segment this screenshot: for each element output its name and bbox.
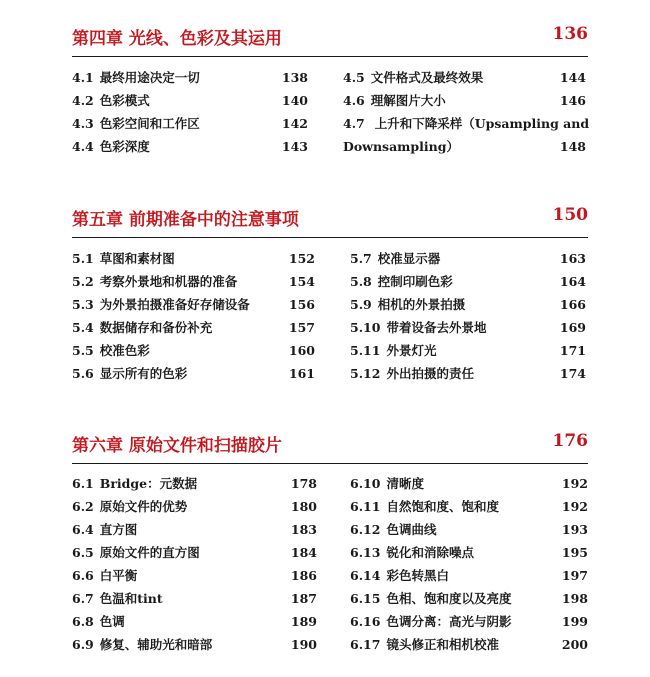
entry-title: 最终用途决定一切: [99, 70, 200, 85]
toc-entry[interactable]: [350, 541, 588, 564]
entry-page: 146: [559, 93, 586, 108]
entry-page: 184: [290, 545, 317, 560]
chapter-6-header: [72, 431, 588, 457]
entry-page: 160: [288, 343, 315, 358]
entry-page: 156: [288, 297, 315, 312]
toc-entry[interactable]: [350, 587, 588, 610]
entry-title: 色调曲线: [386, 522, 437, 537]
entry-title: 数据储存和备份补充: [99, 320, 213, 335]
entry-number: 5.3: [72, 297, 94, 312]
entry-number: 6.4: [72, 522, 94, 537]
entry-number: 4.2: [72, 93, 94, 108]
toc-entry[interactable]: [72, 587, 317, 610]
entry-title: 自然饱和度、饱和度: [386, 499, 499, 514]
entry-number: 5.1: [72, 251, 94, 266]
entry-title: 色彩模式: [99, 93, 150, 108]
toc-entry[interactable]: [72, 518, 317, 541]
toc-entry[interactable]: [343, 112, 590, 158]
entry-page: 154: [288, 274, 315, 289]
entry-title: 文件格式及最终效果: [370, 70, 484, 85]
entry-number: 4.6: [343, 93, 365, 108]
entry-page: 189: [290, 614, 317, 629]
entry-number: 6.17: [350, 637, 381, 652]
entry-page: 190: [290, 637, 317, 652]
toc-entry[interactable]: [72, 564, 317, 587]
toc-entry[interactable]: [72, 316, 315, 339]
entry-number: 6.1: [72, 476, 94, 491]
entry-number: 6.13: [350, 545, 381, 560]
entry-title: 清晰度: [386, 476, 424, 491]
entry-title: 色温和tint: [99, 591, 163, 606]
entry-title: 为外景拍摄准备好存储设备: [99, 297, 250, 312]
entry-number: 5.2: [72, 274, 94, 289]
chapter-divider: [72, 463, 588, 464]
entry-number: 6.15: [350, 591, 381, 606]
chapter-5-header: [72, 205, 588, 231]
toc-entry[interactable]: [72, 112, 308, 135]
entry-page: 178: [290, 476, 317, 491]
entry-title: Bridge：元数据: [99, 476, 198, 491]
entry-number: 4.7: [343, 116, 365, 131]
entry-page: 169: [559, 320, 586, 335]
entry-title: 色调分离：高光与阴影: [386, 614, 512, 629]
chapter-5-left-column: [72, 247, 315, 385]
entry-page: 200: [561, 637, 588, 652]
entry-title: 上升和下降采样（Upsampling and: [374, 116, 590, 131]
entry-number: 6.7: [72, 591, 94, 606]
entry-number: 5.7: [350, 251, 372, 266]
entry-title: 草图和素材图: [99, 251, 175, 266]
entry-page: 163: [559, 251, 586, 266]
entry-page: 142: [281, 116, 308, 131]
chapter-page: 136: [552, 24, 588, 44]
entry-title: 色相、饱和度以及亮度: [386, 591, 512, 606]
toc-entry[interactable]: [72, 472, 317, 495]
entry-title: 彩色转黑白: [386, 568, 449, 583]
entry-title: 原始文件的优势: [99, 499, 188, 514]
entry-page: 157: [288, 320, 315, 335]
chapter-divider: [72, 56, 588, 57]
entry-number: 5.8: [350, 274, 372, 289]
entry-title-line2: Downsampling）: [343, 139, 459, 154]
toc-entry[interactable]: [72, 293, 315, 316]
entry-number: 6.2: [72, 499, 94, 514]
entry-title: 锐化和消除噪点: [386, 545, 474, 560]
chapter-divider: [72, 237, 588, 238]
entry-title-line1: [343, 112, 590, 135]
toc-entry[interactable]: [350, 495, 588, 518]
chapter-title: 第四章 光线、色彩及其运用: [72, 29, 282, 49]
toc-entry[interactable]: [72, 66, 308, 89]
entry-number: 6.16: [350, 614, 381, 629]
toc-entry[interactable]: [72, 270, 315, 293]
entry-page: 198: [561, 591, 588, 606]
entry-number: 5.4: [72, 320, 94, 335]
entry-page: 192: [561, 476, 588, 491]
entry-page: 171: [559, 343, 586, 358]
entry-title: 色调: [99, 614, 125, 629]
toc-entry[interactable]: [350, 633, 588, 656]
entry-number: 5.6: [72, 366, 94, 381]
chapter-4-header: [72, 24, 588, 50]
entry-title: 理解图片大小: [370, 93, 446, 108]
entry-title: 校准色彩: [99, 343, 150, 358]
entry-title: 外景灯光: [386, 343, 437, 358]
toc-entry[interactable]: [72, 135, 308, 158]
toc-entry[interactable]: [72, 633, 317, 656]
toc-entry[interactable]: [72, 541, 317, 564]
entry-number: 4.5: [343, 70, 365, 85]
entry-page: 152: [288, 251, 315, 266]
entry-number: 5.12: [350, 366, 381, 381]
entry-number: 5.5: [72, 343, 94, 358]
entry-title: 镜头修正和相机校准: [386, 637, 499, 652]
entry-page: 199: [561, 614, 588, 629]
entry-title: 带着设备去外景地: [386, 320, 487, 335]
toc-entry[interactable]: [72, 339, 315, 362]
chapter-4-right-column: [343, 66, 590, 158]
toc-entry[interactable]: [72, 247, 315, 270]
entry-number: 5.9: [350, 297, 372, 312]
chapter-6-right-column: [350, 472, 588, 656]
entry-page: 144: [559, 70, 586, 85]
toc-entry[interactable]: [72, 362, 315, 385]
entry-page: 183: [290, 522, 317, 537]
entry-page: 166: [559, 297, 586, 312]
entry-number: 4.4: [72, 139, 94, 154]
entry-title: 修复、辅助光和暗部: [99, 637, 213, 652]
entry-page: 138: [281, 70, 308, 85]
entry-number: 6.9: [72, 637, 94, 652]
entry-number: 6.6: [72, 568, 94, 583]
entry-title: 白平衡: [99, 568, 138, 583]
entry-number: 6.10: [350, 476, 381, 491]
entry-page: 192: [561, 499, 588, 514]
entry-title: 直方图: [99, 522, 138, 537]
chapter-5-right-column: [350, 247, 586, 385]
toc-entry[interactable]: [343, 89, 586, 112]
entry-title: 控制印刷色彩: [377, 274, 453, 289]
entry-title: 色彩空间和工作区: [99, 116, 200, 131]
entry-title: 考察外景地和机器的准备: [99, 274, 238, 289]
entry-page: 186: [290, 568, 317, 583]
entry-number: 5.10: [350, 320, 381, 335]
entry-number: 6.14: [350, 568, 381, 583]
entry-page: 143: [281, 139, 308, 154]
toc-entry[interactable]: [350, 339, 586, 362]
chapter-page: 150: [552, 205, 588, 225]
toc-entry[interactable]: [72, 610, 317, 633]
toc-entry[interactable]: [350, 270, 586, 293]
chapter-4-left-column: [72, 66, 308, 158]
entry-page: 180: [290, 499, 317, 514]
entry-page: 140: [281, 93, 308, 108]
entry-title: 校准显示器: [377, 251, 441, 266]
entry-page: 161: [288, 366, 315, 381]
entry-page: 187: [290, 591, 317, 606]
entry-page: 148: [559, 139, 586, 154]
toc-entry[interactable]: [350, 610, 588, 633]
entry-number: 6.5: [72, 545, 94, 560]
entry-title: 原始文件的直方图: [99, 545, 200, 560]
toc-entry[interactable]: [350, 293, 586, 316]
entry-title: 外出拍摄的责任: [386, 366, 474, 381]
entry-number: 4.1: [72, 70, 94, 85]
entry-number: 6.12: [350, 522, 381, 537]
toc-entry[interactable]: [343, 66, 586, 89]
toc-entry[interactable]: [350, 518, 588, 541]
entry-title: 色彩深度: [99, 139, 150, 154]
chapter-page: 176: [552, 431, 588, 451]
entry-number: 4.3: [72, 116, 94, 131]
entry-page: 164: [559, 274, 586, 289]
toc-entry[interactable]: [350, 247, 586, 270]
entry-page: 195: [561, 545, 588, 560]
entry-number: 6.8: [72, 614, 94, 629]
toc-entry[interactable]: [350, 472, 588, 495]
entry-title: 显示所有的色彩: [99, 366, 188, 381]
toc-entry[interactable]: [72, 89, 308, 112]
toc-entry[interactable]: [72, 495, 317, 518]
chapter-title: 第六章 原始文件和扫描胶片: [72, 436, 282, 456]
entry-number: 6.11: [350, 499, 381, 514]
toc-entry[interactable]: [350, 362, 586, 385]
entry-page: 197: [561, 568, 588, 583]
entry-page: 193: [561, 522, 588, 537]
toc-entry[interactable]: [350, 564, 588, 587]
toc-entry[interactable]: [350, 316, 586, 339]
chapter-title: 第五章 前期准备中的注意事项: [72, 210, 299, 230]
entry-number: 5.11: [350, 343, 381, 358]
chapter-6-left-column: [72, 472, 317, 656]
entry-title: 相机的外景拍摄: [377, 297, 466, 312]
entry-page: 174: [559, 366, 586, 381]
